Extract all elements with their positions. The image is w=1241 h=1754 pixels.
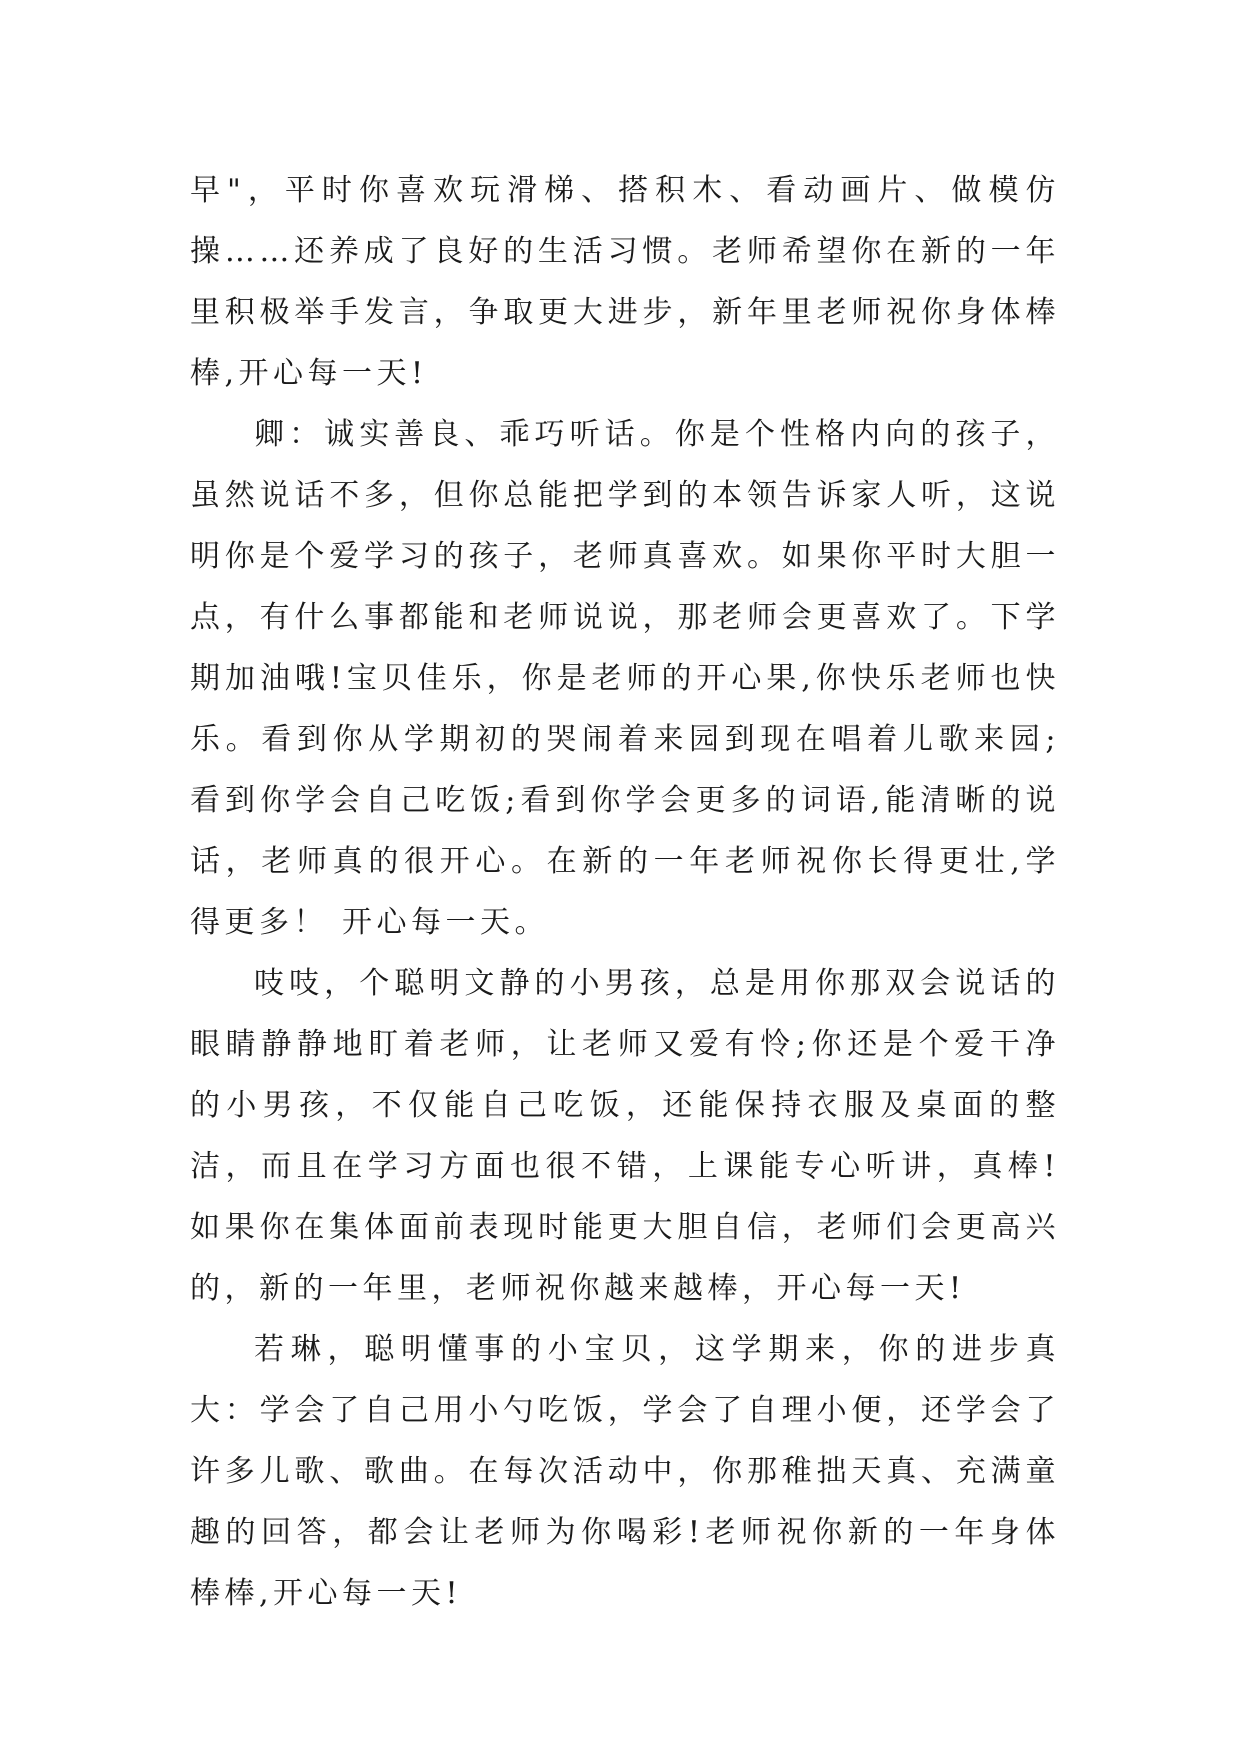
document-body — [190, 160, 1060, 1624]
paragraph-ruolin: 若琳，聪明懂事的小宝贝，这学期来，你的进步真大：学会了自己用小勺吃饭，学会了自理小便，还学会了许多儿歌、歌曲。在每次活动中，你那稚拙天真、充满童趣的回答，都会让老师为你喝彩!老师祝你新的一年身体棒棒,开心每一天! — [190, 1332, 1060, 1611]
paragraph-zhizhi: 吱吱，个聪明文静的小男孩，总是用你那双会说话的眼睛静静地盯着老师，让老师又爱有怜;你还是个爱干净的小男孩，不仅能自己吃饭，还能保持衣服及桌面的整洁，而且在学习方面也很不错，上课能专心听讲，真棒!如果你在集体面前表现时能更大胆自信，老师们会更高兴的，新的一年里，老师祝你越来越棒，开心每一天! — [190, 966, 1060, 1306]
paragraph-continuation: 早"，平时你喜欢玩滑梯、搭积木、看动画片、做模仿操……还养成了良好的生活习惯。老师希望你在新的一年里积极举手发言，争取更大进步，新年里老师祝你身体棒棒,开心每一天! — [190, 173, 1060, 391]
paragraph-qing: 卿：诚实善良、乖巧听话。你是个性格内向的孩子，虽然说话不多，但你总能把学到的本领告诉家人听，这说明你是个爱学习的孩子，老师真喜欢。如果你平时大胆一点，有什么事都能和老师说说，那老师会更喜欢了。下学期加油哦!宝贝佳乐，你是老师的开心果,你快乐老师也快乐。看到你从学期初的哭闹着来园到现在唱着儿歌来园;看到你学会自己吃饭;看到你学会更多的词语,能清晰的说话，老师真的很开心。在新的一年老师祝你长得更壮,学得更多！ 开心每一天。 — [190, 417, 1060, 940]
